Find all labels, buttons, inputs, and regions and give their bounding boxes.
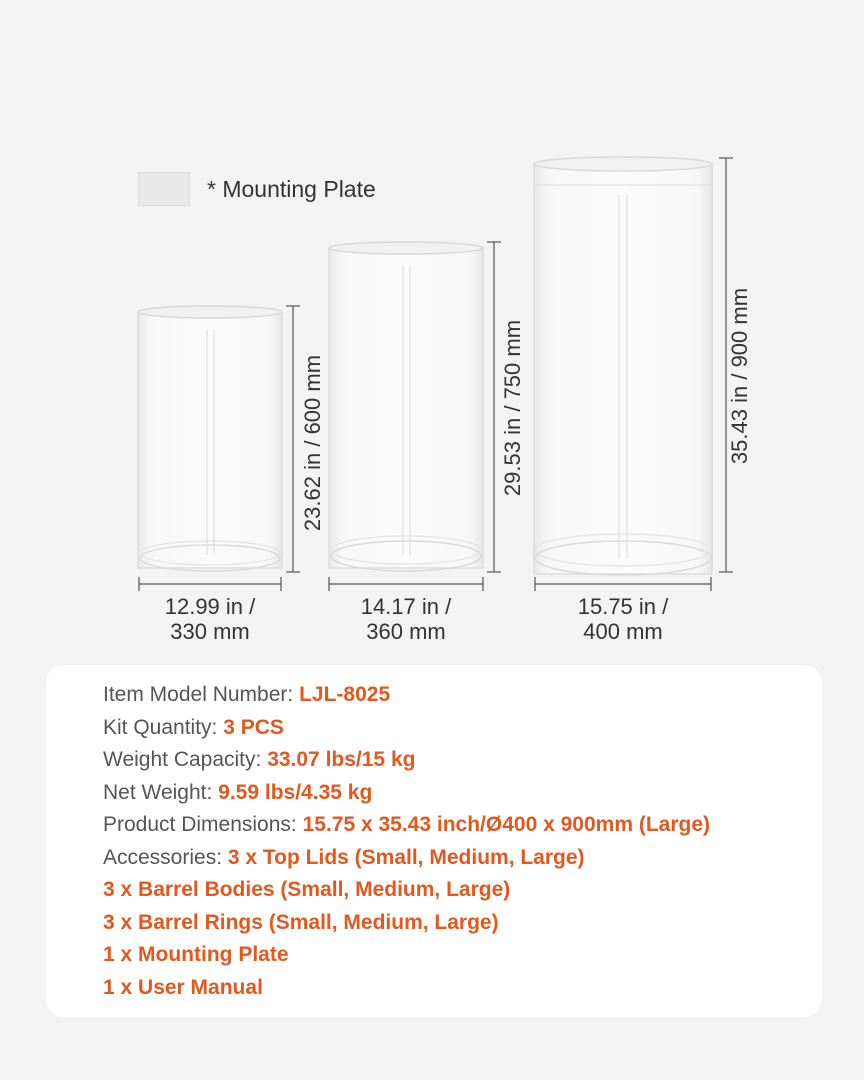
spec-value: 1 x Mounting Plate [103, 943, 289, 966]
accessory-item [103, 939, 710, 972]
spec-value: 15.75 x 35.43 inch/Ø400 x 900mm (Large) [302, 813, 710, 836]
large-height-label: 35.43 in / 900 mm [727, 287, 752, 465]
spec-accessories [103, 842, 710, 875]
spec-key: Accessories: [103, 845, 228, 869]
spec-value: 3 x Top Lids (Small, Medium, Large) [227, 845, 585, 869]
accessory-item [103, 907, 710, 940]
medium-width-inch: 14.17 in / [360, 594, 452, 619]
large-top-lid [534, 157, 712, 171]
spec-value: 3 PCS [223, 715, 284, 739]
spec-value: 3 x Barrel Rings (Small, Medium, Large) [103, 910, 499, 934]
spec-net-weight [103, 777, 710, 810]
legend-label: * Mounting Plate [207, 175, 376, 202]
spec-key: Kit Quantity: [103, 715, 224, 739]
cylinder-medium [329, 242, 483, 571]
spec-weight-capacity [103, 744, 710, 777]
large-width-inch: 15.75 in / [577, 594, 669, 619]
spec-value: 3 x Barrel Bodies (Small, Medium, Large) [103, 878, 511, 901]
spec-value: 1 x User Manual [103, 975, 263, 999]
spec-key: Item Model Number: [103, 683, 300, 706]
spec-product-dimensions [103, 809, 710, 842]
small-width-mm: 330 mm [170, 619, 250, 644]
spec-kit-quantity [103, 712, 710, 745]
accessory-item [103, 972, 710, 1005]
specifications-card [46, 665, 822, 1017]
medium-top-lid [329, 242, 483, 254]
spec-key: Product Dimensions: [103, 813, 303, 836]
specifications-list [103, 679, 710, 1004]
width-dimension-lines [139, 577, 711, 591]
spec-value: 33.07 lbs/15 kg [267, 748, 416, 771]
spec-model-number [103, 679, 710, 712]
small-height-label: 23.62 in / 600 mm [300, 354, 325, 532]
small-width-inch: 12.99 in / [164, 594, 256, 619]
large-width-mm: 400 mm [583, 619, 663, 644]
medium-height-label: 29.53 in / 750 mm [500, 319, 525, 497]
cylinder-large [534, 157, 712, 575]
spec-key: Net Weight: [103, 780, 219, 804]
small-width-label [140, 594, 280, 644]
medium-width-mm: 360 mm [366, 619, 446, 644]
small-top-lid [138, 306, 282, 318]
spec-key: Weight Capacity: [103, 748, 268, 771]
medium-width-label [336, 594, 476, 644]
large-width-label [553, 594, 693, 644]
spec-value: LJL-8025 [299, 683, 391, 706]
accessory-item [103, 874, 710, 907]
cylinder-small [138, 306, 282, 571]
spec-value: 9.59 lbs/4.35 kg [218, 780, 373, 804]
